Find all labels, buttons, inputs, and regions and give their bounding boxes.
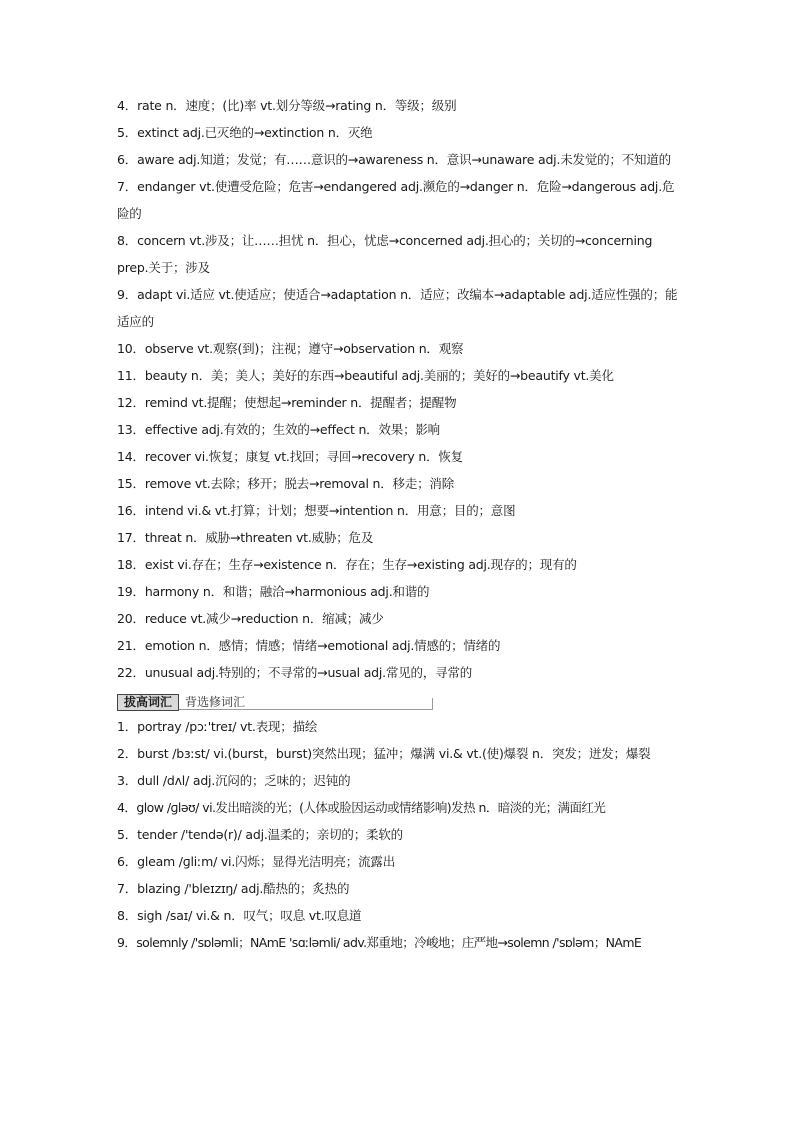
word-entry-11: 11．beauty n．美；美人；美好的东西→beautiful adj.美丽的；美好的→beautify vt.美化 <box>117 368 614 383</box>
word-entry-17: 17．threat n．威胁→threaten vt.威胁；危及 <box>117 530 374 545</box>
word-entry-15: 15．remove vt.去除；移开；脱去→removal n．移走；消除 <box>117 476 455 491</box>
word-entry-16: 16．intend vi.& vt.打算；计划；想要→intention n．用意；目的；意图 <box>117 503 516 518</box>
basic-word-list <box>117 92 683 686</box>
word-entry-20: 20．reduce vt.减少→reduction n．缩减；减少 <box>117 611 384 626</box>
section-subtitle: 背选修词汇 <box>185 695 246 709</box>
section-tag: 拔高词汇 <box>117 694 179 711</box>
adv-word-entry-9: 9．solemnly /'sɒləmli；NAmE 'sɑːləmli/ adv.郑重地；冷峻地；庄严地→solemn /'sɒləm；NAmE <box>117 935 642 950</box>
adv-word-entry-7: 7．blazing /'bleɪzɪŋ/ adj.酷热的；炙热的 <box>117 881 350 896</box>
word-entry-22: 22．unusual adj.特别的；不寻常的→usual adj.常见的，寻常的 <box>117 665 473 680</box>
word-entry-4: 4．rate n．速度；(比)率 vt.划分等级→rating n．等级；级别 <box>117 98 457 113</box>
word-entry-18: 18．exist vi.存在；生存→existence n．存在；生存→existing adj.现存的；现有的 <box>117 557 577 572</box>
word-entry-13: 13．effective adj.有效的；生效的→effect n．效果；影响 <box>117 422 440 437</box>
adv-word-entry-3: 3．dull /dʌl/ adj.沉闷的；乏味的；迟钝的 <box>117 773 351 788</box>
word-entry-6: 6．aware adj.知道；发觉；有……意识的→awareness n．意识→unaware adj.未发觉的；不知道的 <box>117 152 671 167</box>
word-entry-19: 19．harmony n．和谐；融洽→harmonious adj.和谐的 <box>117 584 430 599</box>
adv-word-entry-2: 2．burst /bɜːst/ vi.(burst，burst)突然出现；猛冲；爆满 vi.& vt.(使)爆裂 n．突发；迸发；爆裂 <box>117 746 651 761</box>
section-header-advanced <box>117 691 433 710</box>
word-entry-8: 8．concern vt.涉及；让……担忧 n．担心，忧虑→concerned adj.担心的；关切的→concerning prep.关于；涉及 <box>117 233 653 275</box>
word-entry-5: 5．extinct adj.已灭绝的→extinction n．灭绝 <box>117 125 373 140</box>
word-entry-21: 21．emotion n．感情；情感；情绪→emotional adj.情感的；情绪的 <box>117 638 501 653</box>
word-entry-14: 14．recover vi.恢复；康复 vt.找回；寻回→recovery n．恢复 <box>117 449 463 464</box>
word-entry-7: 7．endanger vt.使遭受危险；危害→endangered adj.濒危的→danger n．危险→dangerous adj.危险的 <box>117 179 675 221</box>
adv-word-entry-1: 1．portray /pɔː'treɪ/ vt.表现；描绘 <box>117 719 318 734</box>
advanced-word-list <box>117 713 683 956</box>
word-entry-10: 10．observe vt.观察(到)；注视；遵守→observation n．观察 <box>117 341 464 356</box>
word-entry-9: 9．adapt vi.适应 vt.使适应；使适合→adaptation n．适应；改编本→adaptable adj.适应性强的；能适应的 <box>117 287 678 329</box>
section-divider-end <box>432 698 433 710</box>
adv-word-entry-4: 4．glow /ɡləʊ/ vi.发出暗淡的光；(人体或脸因运动或情绪影响)发热 n．暗淡的光；满面红光 <box>117 800 606 815</box>
adv-word-entry-6: 6．gleam /ɡliːm/ vi.闪烁；显得光洁明亮；流露出 <box>117 854 395 869</box>
adv-word-entry-5: 5．tender /'tendə(r)/ adj.温柔的；亲切的；柔软的 <box>117 827 403 842</box>
adv-word-entry-8: 8．sigh /saɪ/ vi.& n．叹气；叹息 vt.叹息道 <box>117 908 362 923</box>
word-entry-12: 12．remind vt.提醒；使想起→reminder n．提醒者；提醒物 <box>117 395 457 410</box>
vocabulary-page <box>117 92 683 956</box>
